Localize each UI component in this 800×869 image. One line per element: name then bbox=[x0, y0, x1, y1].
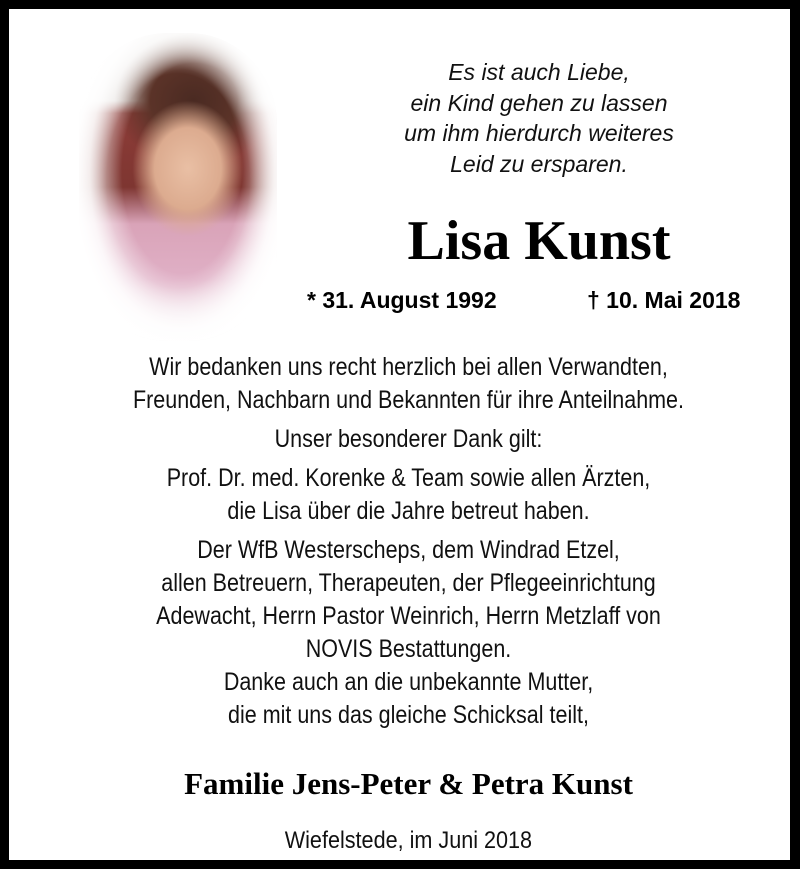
thanks-line: Freunden, Nachbarn und Bekannten für ihre Anteilnahme. bbox=[132, 386, 684, 414]
others-line: allen Betreuern, Therapeuten, der Pflegeeinrichtung bbox=[161, 569, 656, 597]
memorial-quote bbox=[371, 57, 707, 179]
others-line: die mit uns das gleiche Schicksal teilt, bbox=[228, 701, 589, 729]
special-thanks-heading: Unser besonderer Dank gilt: bbox=[274, 425, 543, 453]
death-date: † 10. Mai 2018 bbox=[587, 287, 741, 313]
quote-line: Leid zu ersparen. bbox=[450, 150, 628, 177]
deceased-name: Lisa Kunst bbox=[407, 210, 671, 272]
thanks-line: Wir bedanken uns recht herzlich bei allen Verwandten, bbox=[149, 353, 668, 381]
others-line: Adewacht, Herrn Pastor Weinrich, Herrn Metzlaff von bbox=[156, 602, 661, 630]
place-date bbox=[18, 824, 799, 858]
quote-line: ein Kind gehen zu lassen bbox=[410, 89, 668, 116]
others-line: NOVIS Bestattungen. bbox=[305, 635, 512, 663]
quote-line: um ihm hierdurch weiteres bbox=[404, 120, 674, 146]
thanks-text bbox=[18, 351, 799, 732]
birth-date: * 31. August 1992 bbox=[307, 287, 497, 313]
doctors-line: die Lisa über die Jahre betreut haben. bbox=[227, 497, 590, 525]
quote-line: Es ist auch Liebe, bbox=[448, 59, 630, 85]
doctors-line: Prof. Dr. med. Korenke & Team sowie allen Ärzten, bbox=[166, 464, 651, 492]
others-line: Der WfB Westerscheps, dem Windrad Etzel, bbox=[197, 536, 620, 564]
family-signature: Familie Jens-Peter & Petra Kunst bbox=[184, 766, 633, 801]
others-line: Danke auch an die unbekannte Mutter, bbox=[223, 668, 594, 696]
place-date-text: Wiefelstede, im Juni 2018 bbox=[284, 827, 533, 854]
portrait-photo bbox=[79, 33, 277, 341]
